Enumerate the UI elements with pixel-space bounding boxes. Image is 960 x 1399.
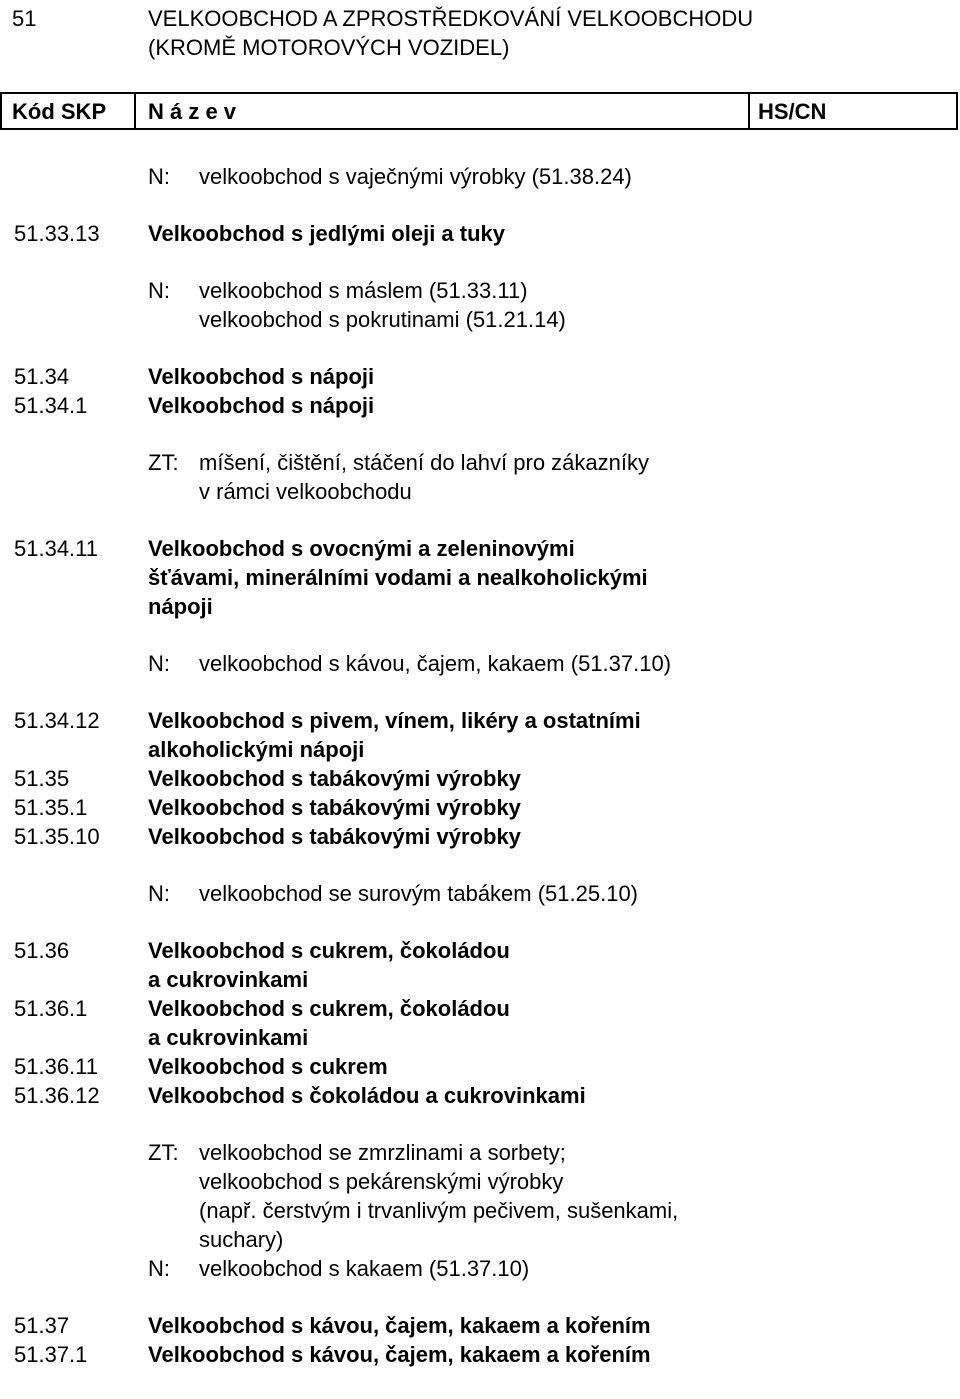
- note-tag: ZT:: [148, 1140, 179, 1165]
- note-text-line: velkoobchod s vaječnými výrobky (51.38.24): [199, 164, 632, 189]
- spacer: [0, 420, 960, 448]
- entry-code: 51.37.1: [14, 1342, 88, 1367]
- entry-name: [148, 793, 788, 822]
- entry-name-line: a cukrovinkami: [148, 967, 309, 992]
- entry-code: 51.35.10: [14, 824, 100, 849]
- entry-code: 51.36: [14, 938, 70, 963]
- column-divider: [956, 94, 958, 130]
- entry-code: 51.34: [14, 364, 70, 389]
- entry-name-line: Velkoobchod s tabákovými výrobky: [148, 824, 521, 849]
- entry-name: [148, 764, 788, 793]
- note-tag: N:: [148, 1256, 170, 1281]
- note-tag: N:: [148, 164, 170, 189]
- column-header-hs: HS/CN: [758, 99, 827, 124]
- column-divider: [748, 94, 750, 130]
- entry-name-line: Velkoobchod s jedlými oleji a tuky: [148, 221, 505, 246]
- section-title: [148, 4, 948, 62]
- note-text-line: míšení, čištění, stáčení do lahví pro zákazníky: [199, 450, 649, 475]
- spacer: [0, 191, 960, 219]
- entry-name-line: Velkoobchod s kávou, čajem, kakaem a kořením: [148, 1313, 651, 1338]
- note-text-line: v rámci velkoobchodu: [199, 479, 412, 504]
- column-header-name: N á z e v: [148, 99, 237, 124]
- note-text-line: suchary): [199, 1227, 284, 1252]
- spacer: [0, 678, 960, 706]
- entry-name-line: Velkoobchod s cukrem, čokoládou: [148, 938, 510, 963]
- classification-entry: [0, 1081, 960, 1110]
- classification-entry: [0, 1311, 960, 1340]
- note-text: [199, 1254, 799, 1283]
- spacer: [0, 1283, 960, 1311]
- spacer: [0, 908, 960, 936]
- entry-note: [0, 649, 960, 678]
- entry-code: 51.35: [14, 766, 70, 791]
- entry-name: [148, 936, 788, 994]
- column-header-row: [0, 92, 958, 130]
- note-tag: N:: [148, 881, 170, 906]
- entry-name: [148, 706, 788, 764]
- entry-note: [0, 162, 960, 191]
- entry-name-line: Velkoobchod s čokoládou a cukrovinkami: [148, 1083, 586, 1108]
- entry-code: 51.36.1: [14, 996, 88, 1021]
- entry-name-line: a cukrovinkami: [148, 1025, 309, 1050]
- entry-name: [148, 1340, 788, 1369]
- entry-note: [0, 276, 960, 334]
- entry-name-line: Velkoobchod s ovocnými a zeleninovými: [148, 536, 575, 561]
- note-text-line: velkoobchod s kávou, čajem, kakaem (51.37.10): [199, 651, 672, 676]
- entry-name: [148, 362, 788, 391]
- entry-code: 51.37: [14, 1313, 70, 1338]
- entry-name-line: Velkoobchod s tabákovými výrobky: [148, 795, 521, 820]
- spacer: [0, 506, 960, 534]
- note-text: [199, 276, 799, 334]
- entry-name-line: nápoji: [148, 594, 213, 619]
- note-text: [199, 448, 799, 506]
- note-text-line: velkoobchod s kakaem (51.37.10): [199, 1256, 530, 1281]
- classification-entry: [0, 1052, 960, 1081]
- entry-code: 51.34.11: [14, 536, 99, 561]
- entry-name-line: Velkoobchod s tabákovými výrobky: [148, 766, 521, 791]
- section-title-line: (KROMĚ MOTOROVÝCH VOZIDEL): [148, 35, 510, 60]
- classification-entry: [0, 936, 960, 994]
- note-text-line: velkoobchod se zmrzlinami a sorbety;: [199, 1140, 566, 1165]
- section-number: 51: [12, 6, 37, 31]
- entry-note: [0, 1138, 960, 1254]
- column-divider: [134, 94, 136, 130]
- spacer: [0, 248, 960, 276]
- classification-entry: [0, 793, 960, 822]
- note-text: [199, 162, 799, 191]
- spacer: [0, 1110, 960, 1138]
- entry-note: [0, 448, 960, 506]
- entry-note: [0, 1254, 960, 1283]
- entry-name: [148, 1081, 788, 1110]
- classification-entry: [0, 391, 960, 420]
- entry-name-line: Velkoobchod s cukrem: [148, 1054, 388, 1079]
- classification-entry: [0, 219, 960, 248]
- note-text: [199, 1138, 799, 1254]
- classification-list: [0, 162, 960, 1369]
- entry-name-line: šťávami, minerálními vodami a nealkoholickými: [148, 565, 648, 590]
- note-text-line: velkoobchod s pekárenskými výrobky: [199, 1169, 564, 1194]
- spacer: [0, 851, 960, 879]
- entry-note: [0, 879, 960, 908]
- entry-code: 51.34.12: [14, 708, 100, 733]
- entry-name: [148, 1311, 788, 1340]
- note-text-line: velkoobchod s pokrutinami (51.21.14): [199, 307, 566, 332]
- classification-entry: [0, 822, 960, 851]
- column-divider: [0, 94, 2, 130]
- entry-code: 51.33.13: [14, 221, 100, 246]
- classification-entry: [0, 764, 960, 793]
- note-tag: ZT:: [148, 450, 179, 475]
- entry-name: [148, 822, 788, 851]
- section-title-line: VELKOOBCHOD A ZPROSTŘEDKOVÁNÍ VELKOOBCHODU: [148, 6, 754, 31]
- note-tag: N:: [148, 651, 170, 676]
- entry-name-line: Velkoobchod s cukrem, čokoládou: [148, 996, 510, 1021]
- entry-code: 51.36.12: [14, 1083, 100, 1108]
- note-text-line: velkoobchod se surovým tabákem (51.25.10): [199, 881, 639, 906]
- classification-entry: [0, 1340, 960, 1369]
- entry-name-line: Velkoobchod s pivem, vínem, likéry a ostatními: [148, 708, 641, 733]
- spacer: [0, 334, 960, 362]
- entry-code: 51.36.11: [14, 1054, 99, 1079]
- note-text: [199, 879, 799, 908]
- entry-name: [148, 534, 788, 621]
- note-text: [199, 649, 799, 678]
- note-text-line: (např. čerstvým i trvanlivým pečivem, sušenkami,: [199, 1198, 679, 1223]
- entry-name: [148, 1052, 788, 1081]
- classification-entry: [0, 534, 960, 621]
- note-text-line: velkoobchod s máslem (51.33.11): [199, 278, 528, 303]
- entry-name-line: Velkoobchod s nápoji: [148, 393, 375, 418]
- entry-code: 51.35.1: [14, 795, 88, 820]
- classification-entry: [0, 994, 960, 1052]
- entry-name-line: Velkoobchod s nápoji: [148, 364, 375, 389]
- entry-name: [148, 219, 788, 248]
- entry-name: [148, 994, 788, 1052]
- entry-name-line: Velkoobchod s kávou, čajem, kakaem a kořením: [148, 1342, 651, 1367]
- classification-entry: [0, 362, 960, 391]
- entry-name: [148, 391, 788, 420]
- entry-code: 51.34.1: [14, 393, 88, 418]
- entry-name-line: alkoholickými nápoji: [148, 737, 365, 762]
- column-header-code: Kód SKP: [12, 99, 107, 124]
- spacer: [0, 621, 960, 649]
- classification-entry: [0, 706, 960, 764]
- note-tag: N:: [148, 278, 170, 303]
